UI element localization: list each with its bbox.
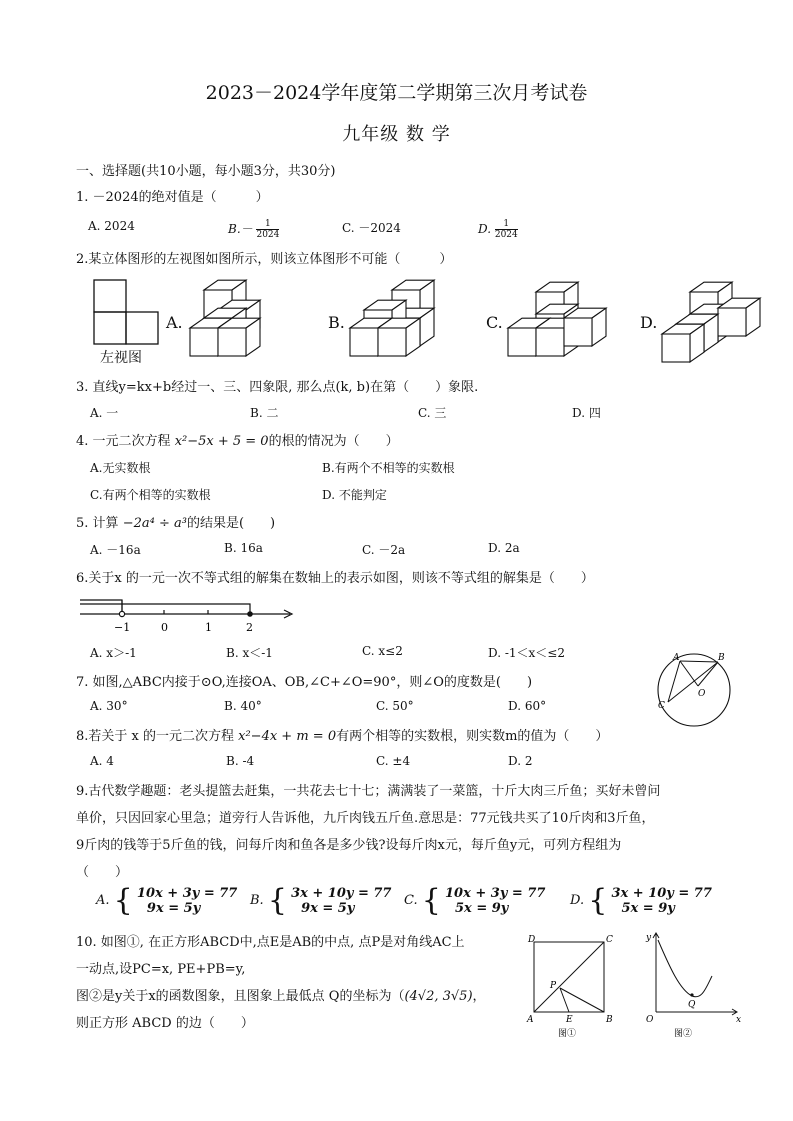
q10-line-2: 一动点,设PC=x, PE+PB=y, bbox=[76, 962, 246, 977]
open-point bbox=[119, 611, 124, 616]
sq-label-c: C bbox=[606, 935, 613, 945]
q10-line-3 bbox=[76, 985, 486, 1004]
number-line bbox=[74, 594, 304, 636]
sq-label-b: B bbox=[606, 1015, 613, 1025]
q9-line-1: 9.古代数学趣题：老头提篮去赶集，一共花去七十七；满满装了一菜篮，十斤大肉三斤鱼；买好未曾问 bbox=[76, 784, 661, 799]
left-ray bbox=[80, 600, 122, 614]
q1-d-denominator: 2024 bbox=[494, 230, 518, 240]
q1-d-numerator: 1 bbox=[495, 219, 518, 230]
q9-a-label: A. bbox=[96, 893, 110, 908]
q7-option-d: D. 60° bbox=[508, 699, 547, 713]
q2-option-b: B. bbox=[328, 313, 345, 332]
q1-option-d-label: D. bbox=[478, 222, 492, 236]
q9-option-a bbox=[96, 883, 237, 918]
q9-d-label: D. bbox=[570, 893, 585, 908]
cube-figure-a bbox=[184, 280, 284, 362]
fig2-caption: 图② bbox=[674, 1029, 693, 1039]
q3-option-d: D. 四 bbox=[572, 406, 601, 420]
q7-stem: 7. 如图,△ABC内接于⊙O,连接OA、OB,∠C+∠O=90°，则∠O的度数是( ) bbox=[76, 675, 533, 690]
q8-option-a: A. 4 bbox=[90, 754, 114, 768]
cube bbox=[378, 318, 420, 356]
q5-stem bbox=[76, 512, 275, 531]
closed-point bbox=[247, 611, 253, 617]
q7-option-a: A. 30° bbox=[90, 699, 128, 713]
q9-b-eq2: 9x = 5y bbox=[301, 900, 355, 916]
q1-option-c: C. －2024 bbox=[342, 221, 401, 235]
q1-option-d bbox=[478, 219, 518, 240]
q2-option-d: D. bbox=[640, 313, 658, 332]
section-heading: 一、选择题(共10小题，每小题3分，共30分) bbox=[76, 164, 336, 179]
q1-option-b bbox=[228, 219, 279, 240]
q9-option-b bbox=[250, 883, 391, 918]
q4-stem-post: 的根的情况为（ ） bbox=[268, 434, 399, 449]
q9-d-brace: { bbox=[588, 883, 608, 918]
q5-stem-post: 的结果是( ) bbox=[186, 516, 276, 531]
cube-figure-d bbox=[660, 284, 760, 362]
segment-bc bbox=[668, 662, 718, 702]
left-view-figure bbox=[90, 276, 162, 346]
q8-option-b: B. -4 bbox=[226, 754, 255, 768]
q1-option-a: A. 2024 bbox=[88, 219, 135, 233]
q9-option-d bbox=[570, 883, 712, 918]
label-c: C bbox=[658, 701, 665, 711]
q3-option-a: A. 一 bbox=[90, 406, 119, 420]
sq-label-a: A bbox=[527, 1015, 534, 1025]
q2-option-c: C. bbox=[486, 313, 503, 332]
q9-c-eq2: 5x = 9y bbox=[455, 900, 509, 916]
q9-d-eq2: 5x = 9y bbox=[621, 900, 675, 916]
tick-label-2: 0 bbox=[161, 621, 168, 634]
q9-c-label: C. bbox=[404, 893, 418, 908]
sq-label-e: E bbox=[566, 1015, 573, 1025]
diagonal-ac bbox=[534, 942, 604, 1012]
sq-label-p: P bbox=[550, 981, 557, 991]
segment-ab bbox=[680, 661, 718, 662]
q9-b-brace: { bbox=[267, 883, 287, 918]
q5-option-d: D. 2a bbox=[488, 541, 520, 555]
graph-label-q: Q bbox=[688, 1000, 696, 1010]
q10-line-4: 则正方形 ABCD 的边（ ） bbox=[76, 1016, 254, 1031]
q8-stem-pre: 8.若关于 x 的一元二次方程 bbox=[76, 729, 234, 744]
q5-option-c: C. －2a bbox=[362, 543, 406, 557]
cube bbox=[718, 298, 760, 336]
q9-line-4: （ ） bbox=[76, 865, 129, 880]
q1-b-numerator: 1 bbox=[256, 219, 279, 230]
function-graph-figure bbox=[640, 928, 744, 1040]
q6-option-c: C. x≤2 bbox=[362, 644, 403, 658]
q4-stem-pre: 4. 一元二次方程 bbox=[76, 434, 171, 449]
q8-option-c: C. ±4 bbox=[376, 754, 411, 768]
q4-option-b: B.有两个不相等的实数根 bbox=[322, 461, 455, 475]
q5-expression: −2a⁴ ÷ a³ bbox=[122, 516, 187, 531]
q9-line-2: 单价，只因回家心里急；道旁行人告诉他，九斤肉钱五斤鱼.意思是：77元钱共买了10斤肉和3斤鱼， bbox=[76, 811, 655, 826]
cube bbox=[662, 324, 704, 362]
q6-option-b: B. x＜-1 bbox=[226, 646, 273, 660]
q3-option-b: B. 二 bbox=[250, 406, 279, 420]
q1-b-denominator: 2024 bbox=[256, 230, 280, 240]
q6-option-a: A. x＞-1 bbox=[90, 646, 137, 660]
circle-figure bbox=[654, 650, 734, 730]
q8-stem-post: 有两个相等的实数根，则实数m的值为（ ） bbox=[336, 729, 609, 744]
q2-option-a: A. bbox=[166, 313, 183, 332]
graph-label-y: y bbox=[646, 933, 652, 943]
right-ray bbox=[80, 604, 250, 614]
label-a: A bbox=[673, 653, 680, 663]
q10-line-3-post: ， bbox=[472, 989, 486, 1004]
segment-pb bbox=[560, 988, 604, 1012]
q4-option-a: A.无实数根 bbox=[90, 461, 151, 475]
q8-option-d: D. 2 bbox=[508, 754, 533, 768]
cube-figure-b bbox=[344, 280, 444, 362]
q10-line-3-pre: 图②是y关于x的函数图象，且图象上最低点 Q的坐标为（ bbox=[76, 989, 405, 1004]
left-view-caption: 左视图 bbox=[100, 350, 142, 366]
q8-stem bbox=[76, 725, 608, 744]
q8-equation: x²−4x + m = 0 bbox=[238, 729, 337, 744]
q9-b-eq1: 3x + 10y = 77 bbox=[291, 885, 392, 901]
q6-stem: 6.关于x 的一元一次不等式组的解集在数轴上的表示如图，则该不等式组的解集是（ ） bbox=[76, 571, 594, 586]
q1-option-b-label: B.－ bbox=[228, 222, 253, 236]
tick-label-3: 1 bbox=[205, 621, 212, 634]
q9-d-eq1: 3x + 10y = 77 bbox=[611, 885, 712, 901]
circle-o bbox=[658, 654, 730, 726]
q4-option-c: C.有两个相等的实数根 bbox=[90, 488, 211, 502]
q9-line-3: 9斤肉的钱等于5斤鱼的钱，问每斤肉和鱼各是多少钱?设每斤肉x元，每斤鱼y元，可列方程组为 bbox=[76, 838, 622, 853]
segment-ac bbox=[668, 661, 680, 702]
graph-label-o: O bbox=[646, 1015, 654, 1025]
q5-option-a: A. －16a bbox=[90, 543, 141, 557]
q9-c-eq1: 10x + 3y = 77 bbox=[445, 885, 546, 901]
q10-line-1: 10. 如图①, 在正方形ABCD中,点E是AB的中点, 点P是对角线AC上 bbox=[76, 935, 465, 950]
sq-label-d: D bbox=[528, 935, 536, 945]
q9-b-label: B. bbox=[250, 893, 264, 908]
q4-stem bbox=[76, 430, 399, 449]
segment-ob bbox=[698, 662, 718, 686]
exam-subtitle: 九年级 数 学 bbox=[342, 124, 451, 145]
q5-option-b: B. 16a bbox=[224, 541, 263, 555]
label-b: B bbox=[718, 653, 725, 663]
q6-option-d: D. -1＜x＜≤2 bbox=[488, 646, 565, 660]
q9-a-brace: { bbox=[113, 883, 133, 918]
q9-c-brace: { bbox=[421, 883, 441, 918]
label-o: O bbox=[698, 689, 706, 699]
square-figure bbox=[524, 932, 624, 1042]
exam-title: 2023－2024学年度第二学期第三次月考试卷 bbox=[205, 82, 588, 104]
q7-option-c: C. 50° bbox=[376, 699, 414, 713]
point-q bbox=[690, 993, 693, 996]
cube-figure-c bbox=[502, 284, 602, 362]
q5-stem-pre: 5. 计算 bbox=[76, 516, 119, 531]
segment-pe bbox=[560, 988, 569, 1012]
cube bbox=[564, 308, 606, 346]
fig1-caption: 图① bbox=[558, 1029, 577, 1039]
q9-option-c bbox=[404, 883, 545, 918]
graph-label-x: x bbox=[736, 1015, 742, 1025]
q9-a-eq1: 10x + 3y = 77 bbox=[136, 885, 238, 901]
q7-option-b: B. 40° bbox=[224, 699, 262, 713]
q3-stem: 3. 直线y=kx+b经过一、三、四象限, 那么点(k, b)在第（ ）象限. bbox=[76, 380, 479, 395]
q3-option-c: C. 三 bbox=[418, 406, 447, 420]
q2-stem: 2.某立体图形的左视图如图所示，则该立体图形不可能（ ） bbox=[76, 252, 453, 267]
q9-a-eq2: 9x = 5y bbox=[146, 900, 201, 916]
q10-coordinate: (4√2, 3√5) bbox=[404, 989, 473, 1004]
q1-stem: 1. －2024的绝对值是（ ） bbox=[76, 190, 269, 205]
q4-option-d: D. 不能判定 bbox=[322, 488, 387, 502]
cube bbox=[218, 318, 260, 356]
q4-equation: x²−5x + 5 = 0 bbox=[174, 434, 269, 449]
segment-oa bbox=[680, 661, 698, 686]
tick-label-1: −1 bbox=[114, 621, 131, 634]
function-curve bbox=[658, 940, 712, 997]
tick-label-4: 2 bbox=[246, 621, 253, 634]
